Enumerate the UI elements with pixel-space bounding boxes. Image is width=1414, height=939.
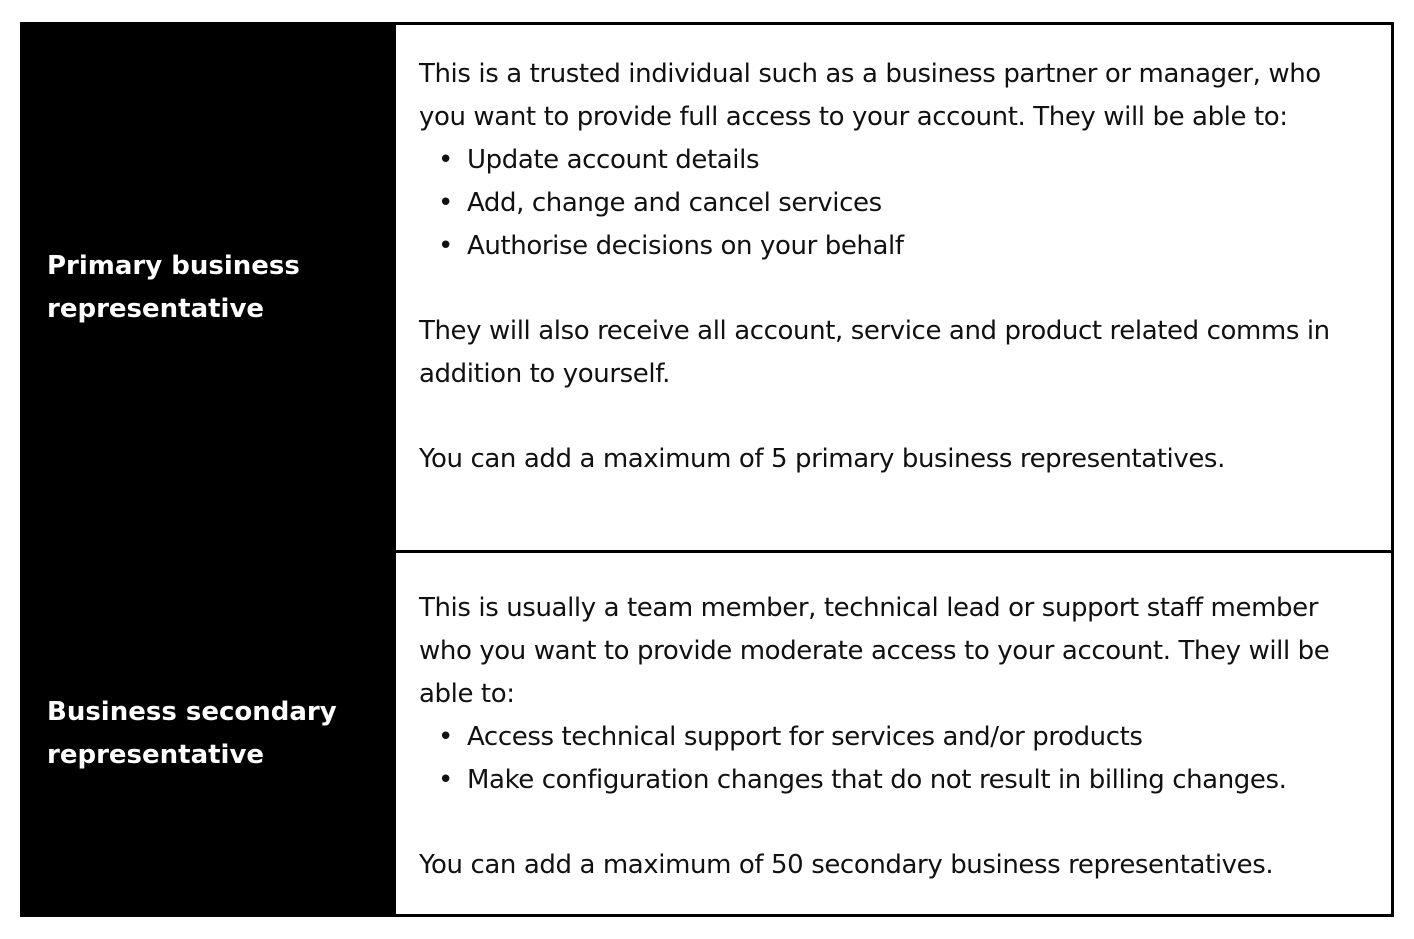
bullet-icon: • [438, 765, 453, 795]
description-limit: You can add a maximum of 50 secondary business representatives. [419, 850, 1274, 880]
row-description-secondary [396, 553, 1391, 914]
row-header-label: Business secondary representative [47, 696, 337, 770]
row-header-secondary [23, 553, 396, 914]
description-limit: You can add a maximum of 5 primary business representatives. [419, 444, 1225, 474]
bullet-icon: • [438, 722, 453, 752]
description-intro: This is a trusted individual such as a business partner or manager, who you want to provide full access to your account. They will be able to: [419, 59, 1321, 132]
list-item: • Make configuration changes that do not result in billing changes. [467, 759, 1369, 802]
list-item: • Update account details [467, 139, 1369, 182]
bullet-icon: • [438, 145, 453, 175]
row-header-label: Primary business representative [47, 250, 300, 324]
list-item: • Access technical support for services and/or products [467, 716, 1369, 759]
representatives-table [20, 22, 1394, 917]
row-header-primary [23, 25, 396, 550]
bullet-icon: • [438, 231, 453, 261]
bullet-icon: • [438, 188, 453, 218]
table-row-primary [23, 25, 1391, 553]
description-intro: This is usually a team member, technical lead or support staff member who you want to provide moderate access to your account. They will be able to: [419, 593, 1330, 709]
table-row-secondary [23, 553, 1391, 914]
description-comms: They will also receive all account, service and product related comms in addition to yourself. [419, 316, 1330, 389]
list-item: • Add, change and cancel services [467, 182, 1369, 225]
permissions-list [419, 139, 1369, 268]
list-item: • Authorise decisions on your behalf [467, 225, 1369, 268]
row-description-primary [396, 25, 1391, 550]
permissions-list [419, 716, 1369, 802]
